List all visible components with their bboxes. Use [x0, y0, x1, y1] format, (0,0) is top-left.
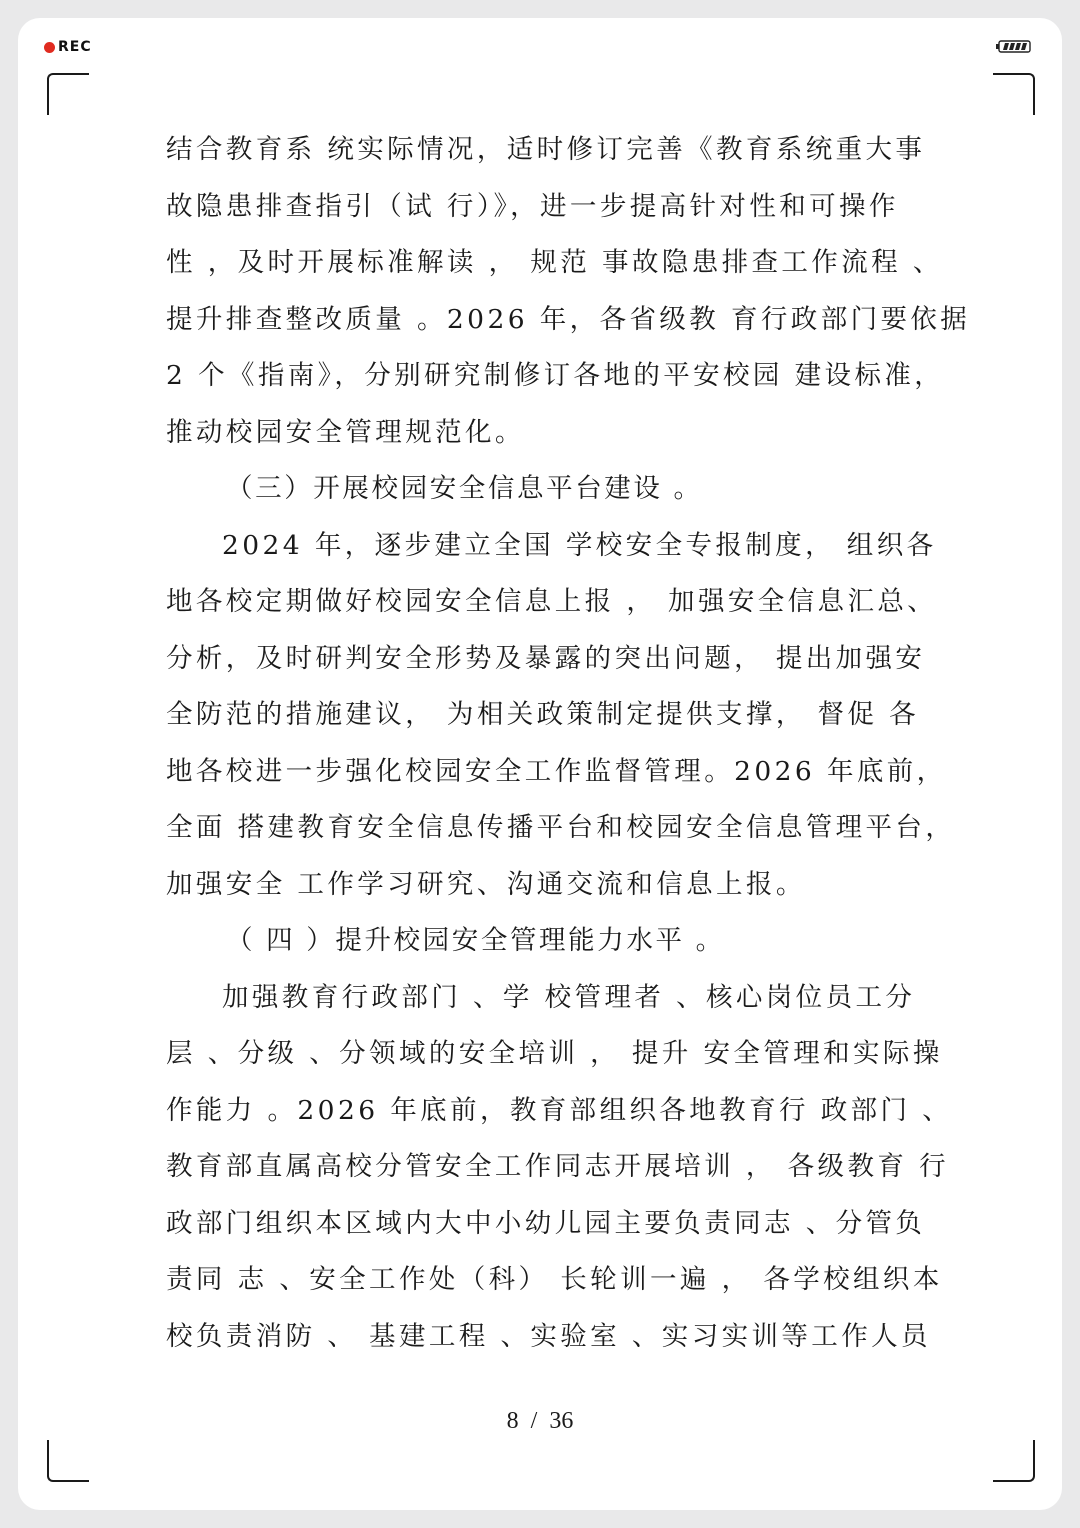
- text-line: 政部门组织本区域内大中小幼儿园主要负责同志 、分管负: [166, 1207, 926, 1239]
- document-viewer: [18, 18, 1062, 1510]
- page-indicator: [18, 1408, 1062, 1435]
- page-separator: /: [530, 1408, 538, 1434]
- text-line: 责同 志 、安全工作处（科） 长轮训一遍 ， 各学校组织本: [166, 1264, 943, 1295]
- text-line: 全面 搭建教育安全信息传播平台和校园安全信息管理平台，: [166, 812, 956, 843]
- current-page: 8: [506, 1408, 519, 1434]
- text-line: 性 ，及时开展标准解读 ， 规范 事故隐患排查工作流程 、: [166, 247, 943, 278]
- text-line: 地各校进一步强化校园安全工作监督管理。2026 年底前，: [166, 755, 947, 787]
- text-line: 全防范的措施建议， 为相关政策制定提供支撑， 督促 各: [166, 699, 920, 730]
- rec-label: REC: [58, 39, 92, 55]
- battery-icon: [996, 40, 1032, 53]
- paragraph-start: 2024 年，逐步建立全国 学校安全专报制度， 组织各: [222, 529, 937, 561]
- text-line: 故隐患排查指引（试 行）》，进一步提高针对性和可操作: [166, 190, 899, 222]
- record-dot-icon: [44, 42, 55, 53]
- text-line: 推动校园安全管理规范化。: [166, 416, 525, 448]
- section-heading-3: （三）开展校园安全信息平台建设 。: [226, 473, 703, 504]
- viewfinder-corner-top-left: [47, 73, 89, 115]
- total-pages: 36: [549, 1408, 574, 1434]
- text-line: 校负责消防 、 基建工程 、实验室 、实习实训等工作人员: [166, 1320, 931, 1352]
- text-line: 分析，及时研判安全形势及暴露的突出问题， 提出加强安: [166, 642, 926, 674]
- text-line: 结合教育系 统实际情况，适时修订完善《教育系统重大事: [166, 134, 926, 165]
- text-line: 作能力 。2026 年底前，教育部组织各地教育行 政部门 、: [166, 1094, 953, 1126]
- section-heading-4: （ 四 ）提升校园安全管理能力水平 。: [226, 925, 725, 956]
- text-line: 2 个《指南》，分别研究制修订各地的平安校园 建设标准，: [166, 360, 945, 391]
- text-line: 加强安全 工作学习研究、沟通交流和信息上报。: [166, 868, 806, 900]
- text-line: 地各校定期做好校园安全信息上报 ， 加强安全信息汇总、: [166, 586, 938, 617]
- text-line: 提升排查整改质量 。2026 年，各省级教 育行政部门要依据: [166, 303, 971, 335]
- text-line: 教育部直属高校分管安全工作同志开展培训 ， 各级教育 行: [166, 1151, 949, 1182]
- paragraph-start: 加强教育行政部门 、学 校管理者 、核心岗位员工分: [222, 981, 916, 1013]
- rec-indicator: [44, 39, 92, 55]
- viewfinder-corner-bottom-right: [993, 1440, 1035, 1482]
- text-line: 层 、分级 、分领域的安全培训 ， 提升 安全管理和实际操: [166, 1038, 943, 1069]
- document-body: [166, 122, 971, 1365]
- viewfinder-corner-bottom-left: [47, 1440, 89, 1482]
- viewfinder-corner-top-right: [993, 73, 1035, 115]
